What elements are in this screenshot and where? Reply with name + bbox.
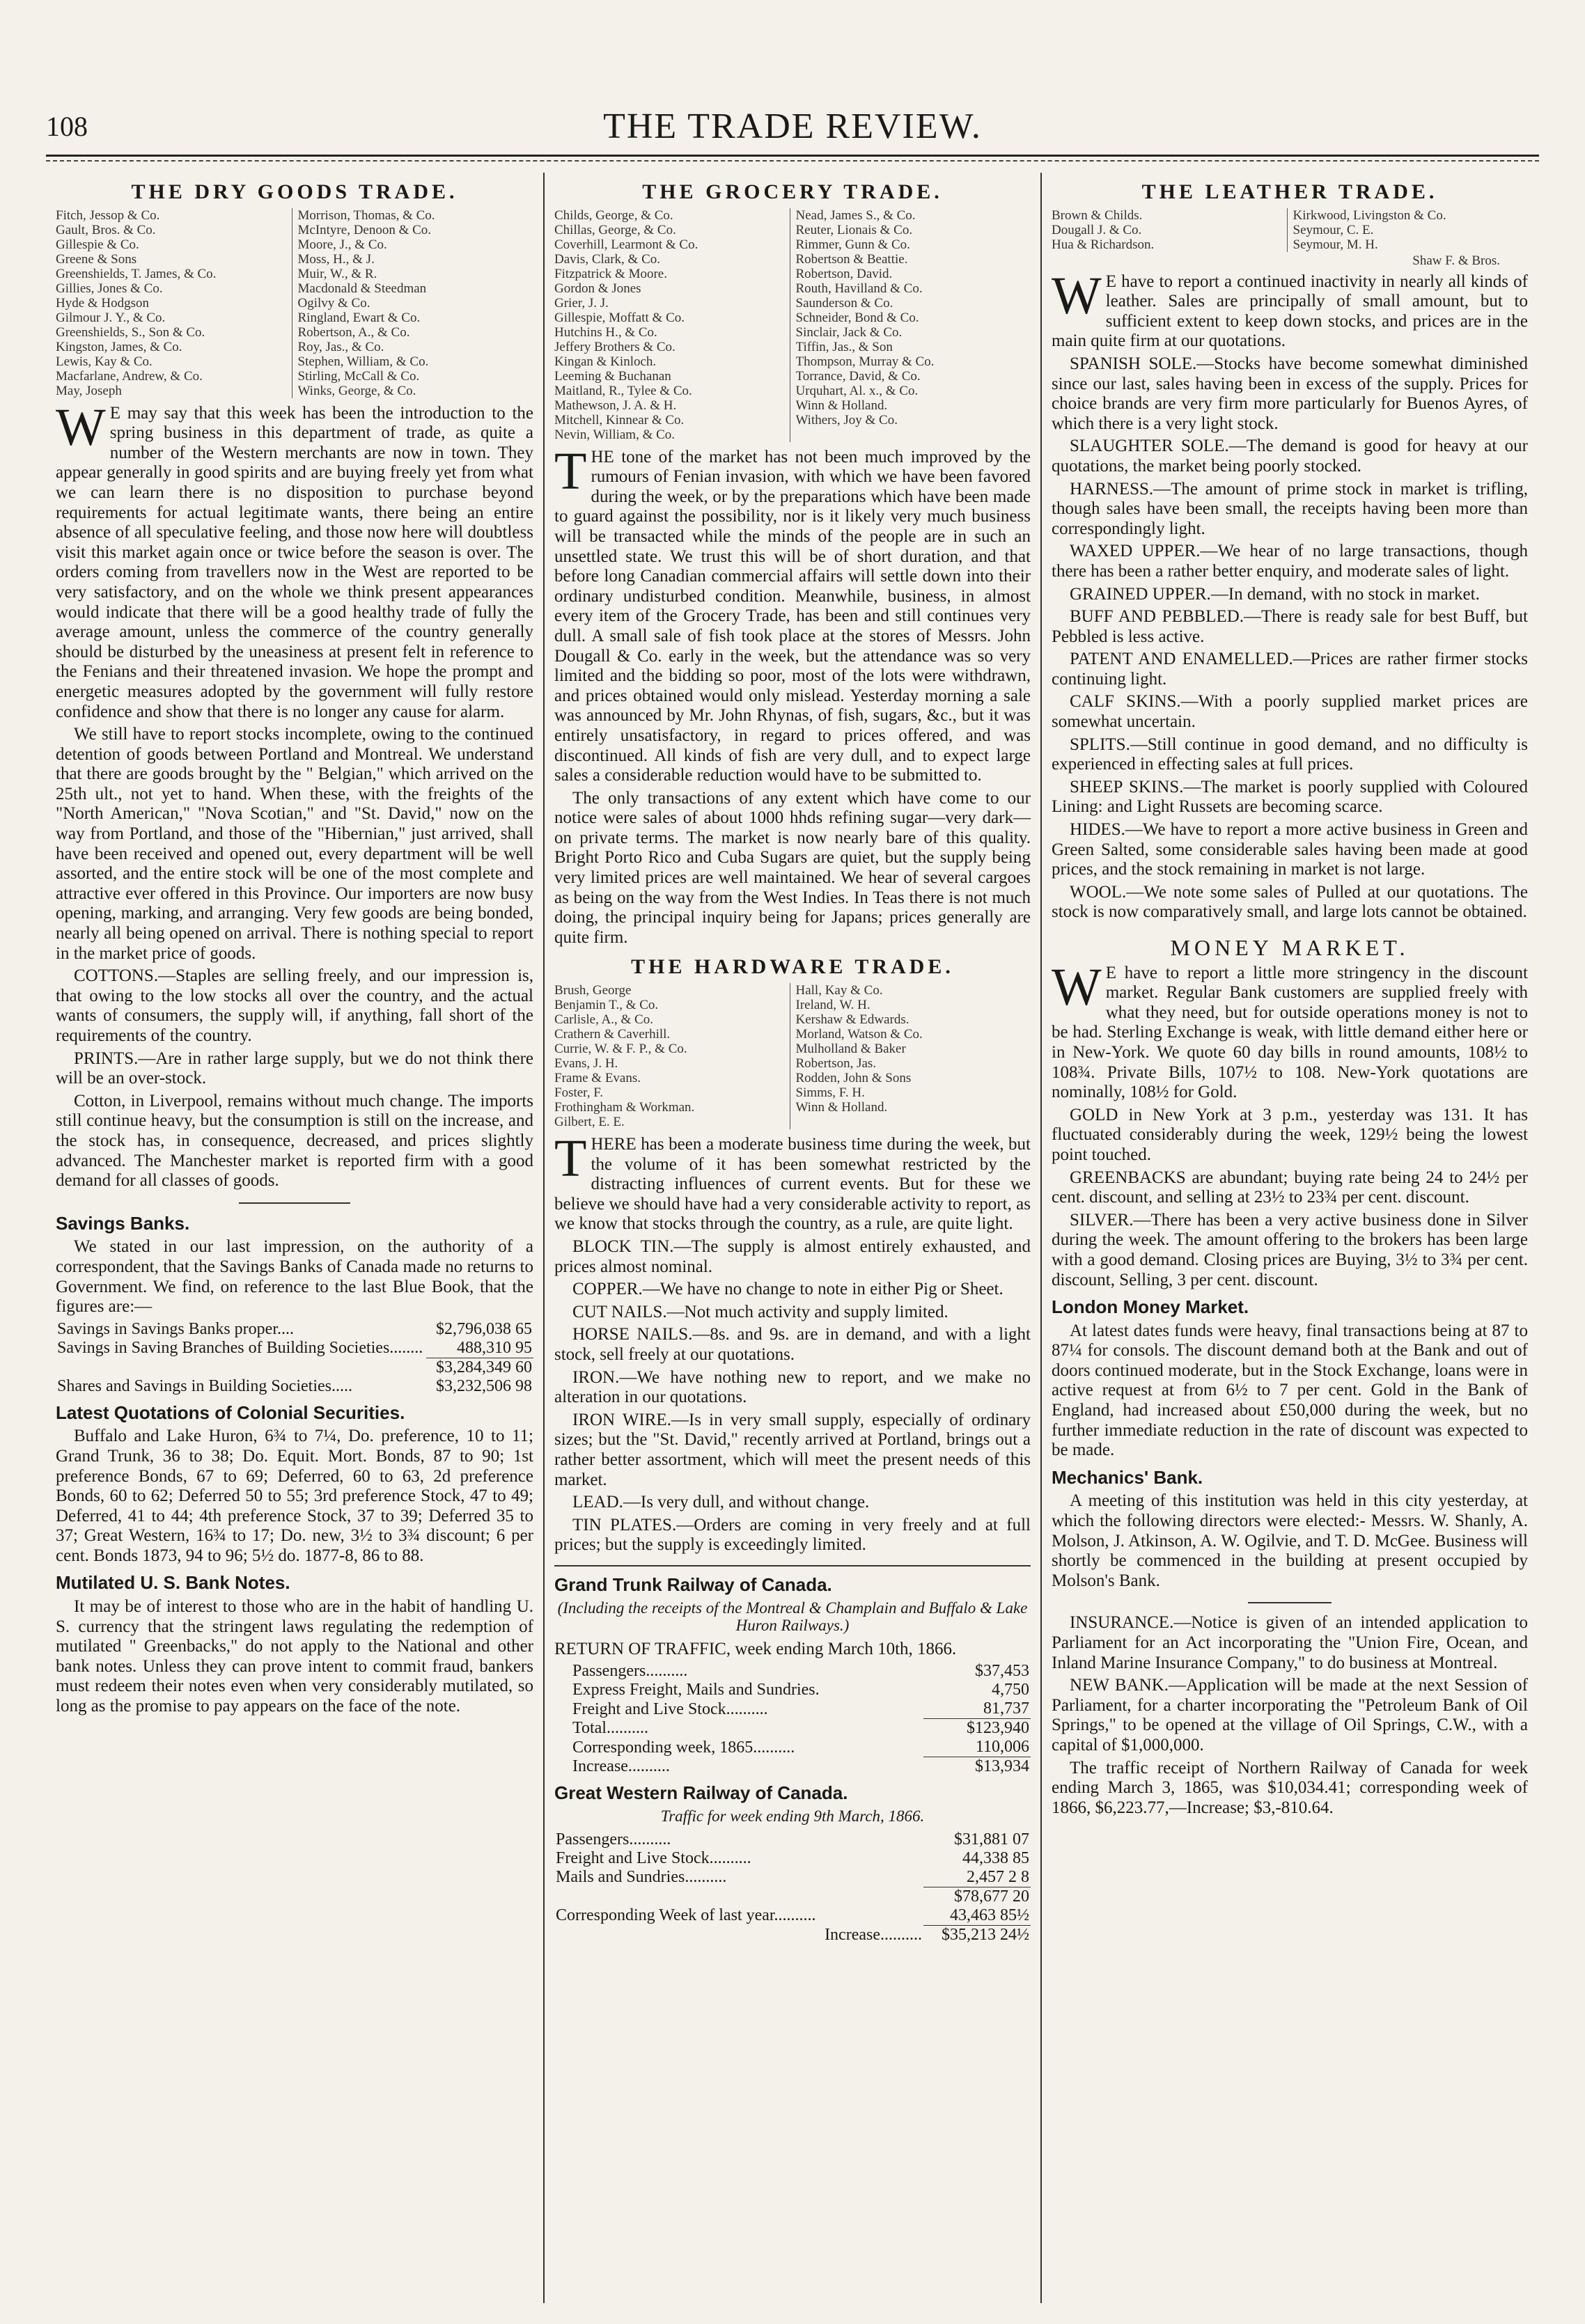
traffic-corresponding-label: Corresponding Week of last year..........	[556, 1906, 816, 1925]
traffic-increase-label: Increase..........	[572, 1757, 670, 1776]
traffic-row-label: Express Freight, Mails and Sundries.	[572, 1681, 820, 1699]
hardware-cut-nails: CUT NAILS.—Not much activity and supply limited.	[572, 1302, 948, 1321]
dry-goods-names-left	[56, 208, 292, 398]
list-item: Robertson, Jas.	[795, 1056, 877, 1071]
hardware-title: THE HARDWARE TRADE.	[631, 955, 954, 979]
list-item: Roy, Jas., & Co.	[297, 339, 384, 354]
list-item: Kingston, James, & Co.	[56, 339, 182, 354]
hardware-merchants	[554, 983, 1031, 1129]
list-item: Gillespie, Moffatt & Co.	[554, 310, 685, 325]
savings-row-label: Savings in Savings Banks proper....	[57, 1319, 294, 1338]
money-gold: GOLD in New York at 3 p.m., yesterday was 131. It has fluctuated considerably during the week, 129½ being the lowest point touched.	[1052, 1105, 1528, 1164]
shares-amount: $3,232,506 98	[436, 1376, 532, 1395]
mutilated-notes-text: It may be of interest to those who are in the habit of handling U. S. currency that the stringent laws regulating the redemption of mutilated " Greenbacks," do not apply to the National and other bank notes. Unless they can prove intent to commit fraud, bankers must redeem their notes even when very considerably mutilated, so long as the promise to pay appears on the face of the note.	[56, 1597, 533, 1716]
list-item: Leeming & Buchanan	[554, 368, 671, 384]
grand-trunk-table	[554, 1662, 1031, 1776]
table-row	[56, 1320, 533, 1339]
list-item: Thompson, Murray & Co.	[795, 354, 935, 369]
money-market-title: MONEY MARKET.	[1170, 935, 1410, 960]
list-item: Tiffin, Jas., & Son	[795, 339, 893, 354]
list-item: Hyde & Hodgson	[56, 295, 150, 311]
columns	[46, 173, 1539, 2303]
list-item: Kershaw & Edwards.	[795, 1012, 909, 1028]
leather-grained-upper: GRAINED UPPER.—In demand, with no stock in market.	[1070, 584, 1480, 604]
notice-insurance: INSURANCE.—Notice is given of an intended application to Parliament for an Act incorporating the "Union Fire, Ocean, and Inland Marine Insurance Company," to do business at Montreal.	[1052, 1613, 1528, 1672]
grand-trunk-subtitle: (Including the receipts of the Montreal & Champlain and Buffalo & Lake Huron Railways.)	[557, 1599, 1028, 1634]
traffic-row-amount: 4,750	[992, 1681, 1029, 1699]
grand-trunk-heading: Grand Trunk Railway of Canada.	[554, 1573, 832, 1595]
list-item: Mulholland & Baker	[795, 1042, 906, 1057]
list-item: Robertson & Beattie.	[795, 251, 908, 267]
list-item: Gilbert, E. E.	[554, 1115, 625, 1130]
section-rule	[1248, 1602, 1332, 1603]
dry-goods-para-cottons: COTTONS.—Staples are selling freely, and our impression is, that owing to the low stocks all over the country, and the actual wants of consumers, the supply will, if anything, fall short of the requirements of the country.	[56, 966, 533, 1045]
traffic-row-amount: 44,338 85	[962, 1848, 1029, 1867]
list-item: Muir, W., & R.	[297, 266, 377, 281]
table-row	[554, 1738, 1031, 1757]
hardware-horse-nails: HORSE NAILS.—8s. and 9s. are in demand, and with a light stock, sell freely at our quotations.	[554, 1325, 1031, 1364]
page-number: 108	[46, 111, 88, 142]
dry-goods-para-2: We still have to report stocks incomplete, owing to the continued detention of goods between Portland and Montreal. We understand that there are goods brought by the " Belgian," which arrived on the 25th ult., not yet to hand. When these, with the freights of the "North American," "Nova Scotian," and "St. David," now on the way from Portland, and those of the "Hibernian," just arrived, shall have been received and opened out, every department will be well assorted, and the entire stock will be one of the most complete and attractive ever offered in this Province. Our importers are now busy opening, marking, and arranging. Very few goods are being bonded, nearly all being opened on arrival. There is nothing special to report in the market price of goods.	[56, 725, 533, 963]
london-money-text: At latest dates funds were heavy, final transactions being at 87 to 87¼ for consols. The discount demand both at the Bank and out of doors continued moderate, but in the Stock Exchange, loans were in active request at from 6½ to 7 per cent. Gold in the Bank of England, had increased about £50,000 during the week, but no further immediate reduction in the rate of discount was expected to be made.	[1052, 1321, 1528, 1460]
list-item: Stephen, William, & Co.	[297, 354, 429, 369]
dry-goods-merchants	[56, 208, 533, 398]
list-item: Kirkwood, Livingston & Co.	[1293, 207, 1446, 223]
list-item: Sinclair, Jack & Co.	[795, 324, 903, 340]
grocery-names-left	[554, 208, 790, 442]
notice-new-bank: NEW BANK.—Application will be made at the next Session of Parliament, for a charter incorporating the "Petroleum Bank of Oil Springs," to be opened at the village of Oil Springs, C.W., with a capital of $1,000,000.	[1052, 1676, 1528, 1754]
traffic-row-label: Mails and Sundries..........	[556, 1868, 727, 1887]
list-item: Mathewson, J. A. & H.	[554, 398, 677, 413]
savings-row-label: Savings in Saving Branches of Building Societies........	[57, 1339, 423, 1358]
table-row	[554, 1906, 1031, 1926]
leather-sheep-skins: SHEEP SKINS.—The market is poorly supplied with Coloured Lining: and Light Russets are becoming scarce.	[1052, 777, 1528, 817]
great-western-table	[554, 1830, 1031, 1945]
great-western-heading: Great Western Railway of Canada.	[554, 1782, 848, 1804]
leather-name-center: Shaw F. & Bros.	[1412, 253, 1500, 268]
hardware-copper: COPPER.—We have no change to note in either Pig or Sheet.	[572, 1280, 1004, 1299]
column-1	[46, 173, 543, 2303]
savings-row-amount: 488,310 95	[457, 1338, 532, 1357]
leather-names-right	[1287, 208, 1529, 252]
list-item: Chillas, George, & Co.	[554, 222, 676, 237]
hardware-iron-wire: IRON WIRE.—Is in very small supply, especially of ordinary sizes; but the "St. David," recently arrived at Portland, brings out a rather better assortment, which will meet the present needs of this market.	[554, 1410, 1031, 1489]
list-item: McIntyre, Denoon & Co.	[297, 222, 432, 237]
table-row	[56, 1358, 533, 1377]
leather-splits: SPLITS.—Still continue in good demand, and no difficulty is experienced in effecting sales at full prices.	[1052, 735, 1528, 774]
list-item: Ogilvy & Co.	[297, 295, 370, 311]
list-item: Fitch, Jessop & Co.	[56, 207, 160, 223]
great-western-subtitle: Traffic for week ending 9th March, 1866.	[660, 1807, 925, 1825]
table-row	[56, 1377, 533, 1396]
shares-label: Shares and Savings in Building Societies.....	[57, 1376, 352, 1395]
table-row	[554, 1662, 1031, 1681]
colonial-securities-text: Buffalo and Lake Huron, 6¾ to 7¼, Do. preference, 10 to 11; Grand Trunk, 36 to 38; Do. Equit. Mort. Bonds, 87 to 90; 1st preference Bonds, 67 to 69; Deferred, 60 to 63, 2d preference Bonds, 60 to 62; Deferred 50 to 55; 3rd preference Stock, 47 to 49; Deferred, 41 to 44; 4th preference Stock, 37 to 39; Deferred 35 to 37; Great Western, 16¾ to 17; Do. new, 3½ to 3¾ discount; 6 per cent. Bonds 1873, 94 to 96; 5½ do. 1877-8, 86 to 88.	[56, 1427, 533, 1565]
list-item: Seymour, M. H.	[1293, 237, 1378, 252]
table-row	[554, 1830, 1031, 1849]
list-item: Nead, James S., & Co.	[795, 207, 916, 223]
list-item: Macfarlane, Andrew, & Co.	[56, 368, 203, 384]
list-item: Dougall J. & Co.	[1052, 222, 1142, 237]
list-item: Frame & Evans.	[554, 1071, 641, 1086]
hardware-iron: IRON.—We have nothing new to report, and we make no alteration in our quotations.	[554, 1367, 1031, 1407]
section-rule	[239, 1202, 350, 1204]
list-item: Coverhill, Learmont & Co.	[554, 237, 698, 252]
savings-row-amount: $2,796,038 65	[436, 1319, 532, 1338]
table-row	[554, 1757, 1031, 1777]
hardware-lead: LEAD.—Is very dull, and without change.	[572, 1493, 870, 1512]
section-rule	[554, 1565, 1031, 1567]
list-item: Kingan & Kinloch.	[554, 354, 657, 369]
list-item: Morrison, Thomas, & Co.	[297, 207, 435, 223]
list-item: Childs, George, & Co.	[554, 207, 673, 223]
list-item: Rimmer, Gunn & Co.	[795, 237, 910, 252]
dry-goods-title: THE DRY GOODS TRADE.	[131, 180, 458, 203]
grocery-names-right	[790, 208, 1031, 442]
header-rule	[46, 155, 1539, 157]
list-item: Withers, Joy & Co.	[795, 412, 898, 427]
list-item: Gault, Bros. & Co.	[56, 222, 156, 237]
hardware-tin-plates: TIN PLATES.—Orders are coming in very freely and at full prices; but the supply is exceedingly limited.	[554, 1515, 1031, 1555]
list-item: Robertson, David.	[795, 266, 893, 281]
leather-slaughter-sole: SLAUGHTER SOLE.—The demand is good for heavy at our quotations, the market being poorly stocked.	[1052, 437, 1528, 476]
table-row	[554, 1849, 1031, 1868]
notice-northern-railway: The traffic receipt of Northern Railway of Canada for week ending March 3, 1865, was $10,034.41; corresponding week of 1866, $6,223.77,—Increase; $3,-810.64.	[1052, 1758, 1528, 1817]
list-item: Morland, Watson & Co.	[795, 1027, 923, 1042]
list-item: Crathern & Caverhill.	[554, 1027, 671, 1042]
table-row	[56, 1339, 533, 1358]
grocery-para-2: The only transactions of any extent which have come to our notice were sales of about 1000 hhds refining sugar—very dark—on private terms. The market is now nearly bare of this quality. Bright Porto Rico and Cuba Sugars are quiet, but the supply being very limited prices are well maintained. We hear of several cargoes as being on the way from the West Indies. In Teas there is not much doing, the principal inquiry being for Japans; prices generally are quite firm.	[554, 788, 1031, 947]
traffic-corresponding: 110,006	[975, 1738, 1029, 1757]
colonial-securities-heading: Latest Quotations of Colonial Securities.	[56, 1402, 405, 1423]
leather-para-1: WE have to report a continued inactivity in nearly all kinds of leather. Sales are principally of small amount, but to sufficient extent to keep down stocks, and prices are in the main quite firm at our quotations.	[1052, 266, 1528, 351]
list-item: Hutchins H., & Co.	[554, 324, 657, 340]
list-item: Moss, H., & J.	[297, 251, 375, 267]
list-item: Gilmour J. Y., & Co.	[56, 310, 166, 325]
list-item: Brush, George	[554, 983, 632, 998]
list-item: Simms, F. H.	[795, 1085, 865, 1101]
list-item: Routh, Havilland & Co.	[795, 281, 923, 296]
traffic-row-amount: 2,457 2 8	[967, 1867, 1029, 1886]
table-row	[554, 1887, 1031, 1906]
dry-goods-para-cotton-liverpool: Cotton, in Liverpool, remains without much change. The imports still continue heavy, but the consumption is still on the increase, and the stock has, in consequence, decreased, and prices slightly advanced. The Manchester market is reported firm with a good demand for all classes of goods.	[56, 1091, 533, 1191]
traffic-total: $123,940	[923, 1719, 1031, 1738]
list-item: Lewis, Kay & Co.	[56, 354, 153, 369]
list-item: Benjamin T., & Co.	[554, 998, 659, 1013]
list-item: Brown & Childs.	[1052, 207, 1143, 223]
list-item: Stirling, McCall & Co.	[297, 368, 420, 384]
list-item: Mitchell, Kinnear & Co.	[554, 412, 685, 427]
header-dashed-rule	[46, 160, 1539, 162]
list-item: Ireland, W. H.	[795, 998, 870, 1013]
hardware-names-left	[554, 983, 790, 1129]
dry-goods-para-1: WE may say that this week has been the introduction to the spring business in this department of trade, as quite a number of the Western merchants are now in town. They appear generally in good spirits and are buying freely yet from what we can learn there is no disposition to purchase beyond requirements for actual legitimate wants, there being an entire absence of all speculative feeling, and those now here will doubtless visit this market again once or twice before the season is over. The orders coming from travellers now in the West are reported to be very satisfactory, and on the whole we think present appearances would indicate that there will be a good healthy trade of fully the average amount, unless the commerce of the country generally should be disturbed by the uneasiness at present felt in reference to the Fenians and their threatened invasion. We hope the prompt and energetic measures adopted by the government will fully restore confidence and show that there is no longer any cause for alarm.	[56, 398, 533, 721]
list-item: Evans, J. H.	[554, 1056, 618, 1071]
list-item: Gillespie & Co.	[56, 237, 139, 252]
list-item: Gordon & Jones	[554, 281, 641, 296]
table-row	[554, 1868, 1031, 1887]
table-row	[554, 1925, 1031, 1945]
savings-banks-text: We stated in our last impression, on the authority of a correspondent, that the Savings Banks of Canada made no returns to Government. We find, on reference to the last Blue Book, that the figures are:—	[56, 1237, 533, 1317]
money-para-1: WE have to report a little more stringency in the discount market. Regular Bank customers are supplied freely with what they need, but for outside operations money is not to be had. Sterling Exchange is weak, with little demand either here or in New-York. We quote 60 day bills in round amounts, 108½ to 108¾. Private Bills, 107½ to 108. New-York quotations are nominally, 108½ for Gold.	[1052, 957, 1528, 1102]
list-item: Greenshields, S., Son & Co.	[56, 324, 205, 340]
list-item: Foster, F.	[554, 1085, 604, 1101]
list-item: Ringland, Ewart & Co.	[297, 310, 421, 325]
traffic-row-label: Passengers..........	[572, 1662, 688, 1681]
list-item: Robertson, A., & Co.	[297, 324, 410, 340]
savings-total: $3,284,349 60	[426, 1358, 533, 1377]
list-item: Hall, Kay & Co.	[795, 983, 883, 998]
leather-calf-skins: CALF SKINS.—With a poorly supplied market prices are somewhat uncertain.	[1052, 692, 1528, 732]
list-item: Gillies, Jones & Co.	[56, 281, 163, 296]
list-item: Currie, W. & F. P., & Co.	[554, 1042, 687, 1057]
traffic-corresponding: 43,463 85½	[950, 1906, 1029, 1924]
list-item: Jeffery Brothers & Co.	[554, 339, 676, 354]
list-item: Davis, Clark, & Co.	[554, 251, 660, 267]
grocery-merchants	[554, 208, 1031, 442]
leather-buff-pebbled: BUFF AND PEBBLED.—There is ready sale for best Buff, but Pebbled is less active.	[1052, 607, 1528, 646]
list-item: Grier, J. J.	[554, 295, 609, 311]
traffic-corresponding-label: Corresponding week, 1865..........	[572, 1738, 795, 1757]
dry-goods-para-prints: PRINTS.—Are in rather large supply, but we do not think there will be an over-stock.	[56, 1049, 533, 1088]
savings-banks-table	[56, 1320, 533, 1396]
list-item: May, Joseph	[56, 383, 122, 398]
list-item: Greene & Sons	[56, 251, 137, 267]
list-item: Urquhart, Al. x., & Co.	[795, 383, 919, 398]
list-item: Torrance, David, & Co.	[795, 368, 921, 384]
leather-patent: PATENT AND ENAMELLED.—Prices are rather firmer stocks continuing light.	[1052, 650, 1528, 689]
traffic-row-amount: $37,453	[975, 1662, 1029, 1681]
masthead-title: THE TRADE REVIEW.	[603, 107, 982, 146]
mechanics-bank-heading: Mechanics' Bank.	[1052, 1466, 1203, 1488]
mechanics-bank-text: A meeting of this institution was held in this city yesterday, at which the following directors were elected:- Messrs. W. Shanly, A. Molson, J. Atkinson, A. W. Ogilvie, and T. D. McGee. Business will shortly be commenced in the building at present occupied by Molson's Bank.	[1052, 1491, 1528, 1590]
traffic-row-label: Freight and Live Stock..........	[572, 1699, 768, 1718]
hardware-block-tin: BLOCK TIN.—The supply is almost entirely exhausted, and prices almost nominal.	[554, 1237, 1031, 1276]
list-item: Fitzpatrick & Moore.	[554, 266, 667, 281]
traffic-increase-label: Increase..........	[825, 1925, 922, 1944]
list-item: Carlisle, A., & Co.	[554, 1012, 653, 1028]
table-row	[554, 1719, 1031, 1738]
london-money-heading: London Money Market.	[1052, 1296, 1249, 1318]
list-item: Reuter, Lionais & Co.	[795, 222, 913, 237]
savings-banks-heading: Savings Banks.	[56, 1212, 190, 1234]
table-row	[554, 1681, 1031, 1699]
list-item: Greenshields, T. James, & Co.	[56, 266, 217, 281]
grocery-para-1: THE tone of the market has not been much improved by the rumours of Fenian invasion, with which we have been favored during the week, or by the preparations which have been made to guard against the possibility, nor is it likely very much business will be transacted while the minds of the people are in such an unsettled state. We trust this will be of short duration, and that before long Canadian commercial affairs will settle down into their ordinary undisturbed condition. Meanwhile, business, in almost every item of the Grocery Trade, has been and still continues very dull. A small sale of fish took place at the stores of Messrs. John Dougall & Co. early in the week, but the attendance was so very limited and the bidding so poor, most of the lots were withdrawn, and prices obtained would only mislead. Yesterday morning a sale was announced by Mr. John Rhynas, of fish, sugars, &c., but it was entirely unsatisfactory, in regard to prices offered, and was discontinued. All kinds of fish are very dull, and to expect large sales a considerable reduction would have to be submitted to.	[554, 441, 1031, 785]
traffic-total-label: Total..........	[572, 1719, 648, 1738]
leather-names-left	[1052, 208, 1287, 252]
list-item: Rodden, John & Sons	[795, 1071, 912, 1086]
traffic-row-label: Passengers..........	[556, 1830, 671, 1848]
list-item: Macdonald & Steedman	[297, 281, 427, 296]
money-greenbacks: GREENBACKS are abundant; buying rate being 24 to 24½ per cent. discount, and selling at 23½ to 23¾ per cent. discount.	[1052, 1168, 1528, 1207]
mutilated-notes-heading: Mutilated U. S. Bank Notes.	[56, 1572, 290, 1594]
hardware-para-1: THERE has been a moderate business time during the week, but the volume of it has been somewhat restricted by the distracting influences of current events. But for these we believe we should have had a very considerable activity to report, as we know that stocks through the country, as a rule, are quite light.	[554, 1129, 1031, 1234]
traffic-row-amount: 81,737	[983, 1699, 1029, 1718]
leather-wool: WOOL.—We note some sales of Pulled at our quotations. The stock is now comparatively small, and large lots cannot be obtained.	[1052, 882, 1528, 922]
leather-title: THE LEATHER TRADE.	[1141, 180, 1438, 203]
list-item: Winn & Holland.	[795, 1100, 888, 1115]
grand-trunk-intro: RETURN OF TRAFFIC, week ending March 10th, 1866.	[554, 1639, 957, 1658]
list-item: Maitland, R., Tylee & Co.	[554, 383, 692, 398]
leather-merchants	[1052, 208, 1528, 252]
column-2	[543, 173, 1040, 2303]
column-3	[1040, 173, 1538, 2303]
dry-goods-names-right	[292, 208, 534, 398]
list-item: Nevin, William, & Co.	[554, 427, 676, 442]
traffic-increase: $13,934	[923, 1757, 1031, 1777]
list-item: Winks, George, & Co.	[297, 383, 416, 398]
leather-harness: HARNESS.—The amount of prime stock in market is trifling, though sales have been small, the receipts having been more than correspondingly light.	[1052, 479, 1528, 538]
grocery-title: THE GROCERY TRADE.	[642, 180, 943, 203]
list-item: Seymour, C. E.	[1293, 222, 1374, 237]
hardware-names-right	[790, 983, 1031, 1129]
list-item: Frothingham & Workman.	[554, 1100, 695, 1115]
table-row	[554, 1699, 1031, 1719]
list-item: Hua & Richardson.	[1052, 237, 1155, 252]
traffic-total: $78,677 20	[923, 1887, 1031, 1906]
list-item: Saunderson & Co.	[795, 295, 893, 311]
traffic-row-label: Freight and Live Stock..........	[556, 1848, 751, 1867]
money-silver: SILVER.—There has been a very active business done in Silver during the week. The amount offering to the brokers has been large with a good demand. Closing prices are Buying, 3½ to 3¾ per cent. discount, Selling, 3 per cent. discount.	[1052, 1210, 1528, 1289]
list-item: Winn & Holland.	[795, 398, 888, 413]
traffic-row-amount: $31,881 07	[954, 1830, 1029, 1848]
leather-spanish-sole: SPANISH SOLE.—Stocks have become somewhat diminished since our last, sales having been in excess of the supply. Prices for choice brands are very firm more particularly for Buenos Ayres, of which there is a very light stock.	[1052, 354, 1528, 433]
traffic-increase: $35,213 24½	[923, 1925, 1031, 1945]
leather-waxed-upper: WAXED UPPER.—We hear of no large transactions, though there has been a rather better enquiry, and moderate sales of light.	[1052, 542, 1528, 581]
list-item: Moore, J., & Co.	[297, 237, 387, 252]
list-item: Schneider, Bond & Co.	[795, 310, 919, 325]
leather-hides: HIDES.—We have to report a more active business in Green and Green Salted, some considerable sales having been made at good prices, and the stock remaining in market is not large.	[1052, 820, 1528, 879]
